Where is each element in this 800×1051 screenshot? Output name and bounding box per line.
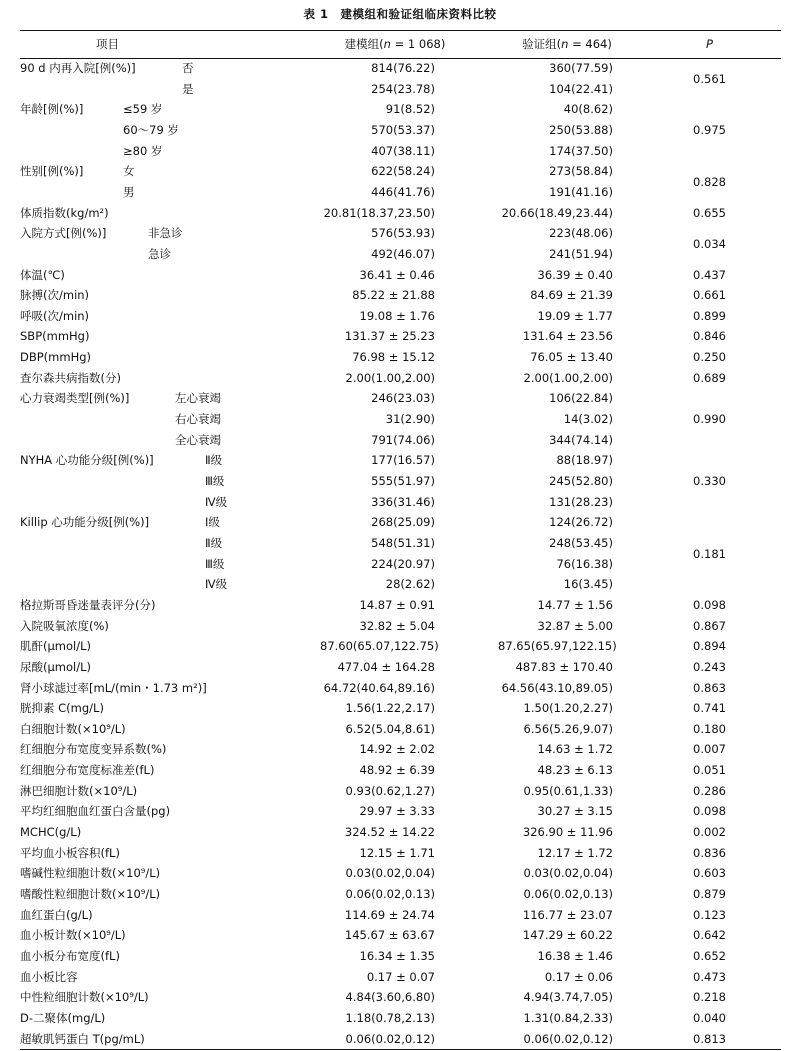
model-group-value: 446(41.76) — [371, 184, 435, 199]
p-value: 0.007 — [693, 742, 726, 757]
row-sub-label: Ⅱ级 — [205, 453, 223, 468]
row-sub-label: 非急诊 — [148, 226, 183, 241]
model-group-value: 791(74.06) — [371, 432, 435, 447]
table-row — [20, 905, 781, 926]
model-group-value: 29.97 ± 3.33 — [359, 804, 435, 819]
p-value: 0.813 — [693, 1031, 726, 1046]
table-row — [20, 801, 781, 822]
validation-group-value: 64.56(43.10,89.05) — [501, 680, 613, 695]
row-sub-label: 右心衰竭 — [175, 412, 221, 427]
merged-p-value: 0.975 — [693, 123, 726, 138]
validation-group-value: 0.06(0.02,0.12) — [523, 1031, 613, 1046]
model-group-value: 576(53.93) — [371, 226, 435, 241]
row-sub-label: 60～79 岁 — [123, 122, 179, 137]
table-row — [20, 471, 781, 492]
validation-group-value: 32.87 ± 5.00 — [537, 618, 613, 633]
model-group-value: 16.34 ± 1.35 — [359, 948, 435, 963]
model-group-value: 19.08 ± 1.76 — [359, 308, 435, 323]
model-group-value: 177(16.57) — [371, 453, 435, 468]
row-item-label: 肌酐(μmol/L) — [20, 639, 92, 654]
merged-p-value: 0.990 — [693, 412, 726, 427]
bottom-rule — [20, 1049, 781, 1050]
validation-group-value: 1.31(0.84,2.33) — [523, 1010, 613, 1025]
validation-group-value: 131(28.23) — [549, 494, 613, 509]
row-item-label: 胱抑素 C(mg/L) — [20, 701, 104, 716]
row-item-label: 血小板分布宽度(fL) — [20, 948, 120, 963]
table-row — [20, 863, 781, 884]
validation-group-value: 14.63 ± 1.72 — [537, 742, 613, 757]
validation-group-value: 84.69 ± 21.39 — [530, 288, 613, 303]
row-sub-label: 急诊 — [148, 246, 171, 261]
validation-group-value: 360(77.59) — [549, 61, 613, 75]
validation-group-value: 116.77 ± 23.07 — [522, 907, 613, 922]
validation-group-value: 16.38 ± 1.46 — [537, 948, 613, 963]
validation-group-value: 106(22.84) — [549, 391, 613, 406]
validation-group-value: 1.50(1.20,2.27) — [523, 701, 613, 716]
table-row — [20, 987, 781, 1008]
table-row — [20, 430, 781, 451]
row-item-label: 尿酸(μmol/L) — [20, 659, 92, 674]
model-group-value: 555(51.97) — [371, 474, 435, 488]
p-value: 0.040 — [693, 1010, 726, 1025]
row-item-label: D-二聚体(mg/L) — [20, 1010, 106, 1025]
merged-p-value: 0.828 — [693, 174, 726, 189]
model-group-value: 12.15 ± 1.71 — [359, 845, 435, 860]
validation-group-value: 174(37.50) — [549, 143, 613, 158]
validation-group-value: 36.39 ± 0.40 — [537, 267, 613, 282]
model-group-value: 14.87 ± 0.91 — [359, 597, 435, 612]
model-group-value: 246(23.03) — [371, 391, 435, 406]
model-group-value: 0.06(0.02,0.13) — [345, 887, 435, 901]
p-value: 0.846 — [693, 329, 726, 344]
validation-group-value: 0.17 ± 0.06 — [544, 969, 613, 984]
model-group-value: 4.84(3.60,6.80) — [345, 990, 435, 1005]
merged-p-value: 0.181 — [693, 546, 726, 561]
table-row — [20, 678, 781, 699]
row-item-label: 红细胞分布宽度变异系数(%) — [20, 742, 167, 757]
model-group-value: 14.92 ± 2.02 — [359, 742, 435, 757]
validation-group-value: 250(53.88) — [549, 122, 613, 137]
row-item-label: 脉搏(次/min) — [20, 288, 90, 303]
table-row — [20, 512, 781, 533]
table-row — [20, 822, 781, 843]
header-validation-group-n: n — [561, 37, 569, 51]
header-model-group-n: n — [383, 37, 391, 51]
validation-group-value: 223(48.06) — [549, 226, 613, 241]
validation-group-value: 20.66(18.49,23.44) — [501, 205, 613, 220]
row-sub-label: 女 — [123, 164, 135, 179]
model-group-value: 336(31.46) — [371, 494, 435, 509]
row-item-label: 肾小球滤过率[mL/(min・1.73 m²)] — [20, 680, 207, 695]
row-item-label: 体温(℃) — [20, 267, 65, 282]
validation-group-value: 248(53.45) — [549, 535, 613, 550]
row-item-label: 平均红细胞血红蛋白含量(pg) — [20, 804, 171, 819]
p-value: 0.098 — [693, 804, 726, 819]
validation-group-value: 48.23 ± 6.13 — [537, 763, 613, 778]
p-value: 0.437 — [693, 267, 726, 282]
model-group-value: 324.52 ± 14.22 — [344, 825, 435, 840]
p-value: 0.894 — [693, 639, 726, 654]
table-row — [20, 616, 781, 637]
p-value: 0.002 — [693, 825, 726, 840]
p-value: 0.642 — [693, 928, 726, 943]
model-group-value: 622(58.24) — [371, 164, 435, 179]
validation-group-value: 273(58.84) — [549, 164, 613, 179]
merged-p-value: 0.034 — [693, 236, 726, 251]
row-item-label: 淋巴细胞计数(×10⁹/L) — [20, 783, 138, 798]
header-model-group-post: = 1 068) — [390, 37, 446, 51]
validation-group-value: 16(3.45) — [563, 577, 613, 592]
table-row — [20, 244, 781, 265]
table-header — [20, 30, 781, 58]
p-value: 0.652 — [693, 948, 726, 963]
model-group-value: 32.82 ± 5.04 — [359, 618, 435, 633]
row-item-label: 入院吸氧浓度(%) — [20, 618, 109, 633]
validation-group-value: 30.27 ± 3.15 — [537, 804, 613, 819]
table-row — [20, 492, 781, 513]
validation-group-value: 487.83 ± 170.40 — [515, 659, 613, 674]
table-row — [20, 223, 781, 244]
row-item-label: DBP(mmHg) — [20, 350, 92, 365]
validation-group-value: 147.29 ± 60.22 — [522, 928, 613, 943]
row-item-label: 90 d 内再入院[例(%)] — [20, 61, 136, 75]
header-validation-group — [492, 30, 642, 58]
table-row — [20, 967, 781, 988]
table-row — [20, 554, 781, 575]
row-item-label: 血小板计数(×10⁹/L) — [20, 928, 126, 943]
row-sub-label: Ⅰ级 — [205, 515, 220, 530]
table-row — [20, 79, 781, 100]
row-item-label: 红细胞分布宽度标准差(fL) — [20, 763, 155, 778]
row-sub-label: 左心衰竭 — [175, 391, 221, 406]
merged-p-value: 0.561 — [693, 71, 726, 86]
row-item-label: 血小板比容 — [20, 969, 78, 984]
row-item-label: 中性粒细胞计数(×10⁹/L) — [20, 990, 149, 1005]
table-row — [20, 595, 781, 616]
table-row — [20, 203, 781, 224]
model-group-value: 224(20.97) — [371, 556, 435, 571]
p-value: 0.473 — [693, 969, 726, 984]
row-sub-label: Ⅲ级 — [205, 556, 225, 571]
validation-group-value: 326.90 ± 11.96 — [522, 825, 613, 840]
p-value: 0.863 — [693, 680, 726, 695]
validation-group-value: 76(16.38) — [556, 556, 613, 571]
row-item-label: 性别[例(%)] — [20, 164, 84, 179]
table-row — [20, 719, 781, 740]
row-item-label: 嗜碱性粒细胞计数(×10⁹/L) — [20, 866, 161, 881]
validation-group-value: 76.05 ± 13.40 — [530, 350, 613, 365]
row-sub-label: ≥80 岁 — [123, 143, 163, 158]
p-value: 0.286 — [693, 783, 726, 798]
table-row — [20, 946, 781, 967]
model-group-value: 492(46.07) — [371, 246, 435, 261]
model-group-value: 76.98 ± 15.12 — [352, 350, 435, 365]
validation-group-value: 0.95(0.61,1.33) — [523, 783, 613, 798]
validation-group-value: 104(22.41) — [549, 81, 613, 96]
p-value: 0.123 — [693, 907, 726, 922]
model-group-value: 31(2.90) — [385, 412, 435, 427]
model-group-value: 2.00(1.00,2.00) — [345, 370, 435, 385]
table-row — [20, 657, 781, 678]
model-group-value: 91(8.52) — [385, 102, 435, 117]
merged-p-value: 0.330 — [693, 474, 726, 489]
table-row — [20, 368, 781, 389]
validation-group-value: 2.00(1.00,2.00) — [523, 370, 613, 385]
row-item-label: 心力衰竭类型[例(%)] — [20, 391, 130, 406]
validation-group-value: 40(8.62) — [563, 102, 613, 117]
table-row — [20, 760, 781, 781]
validation-group-value: 87.65(65.97,122.15) — [498, 639, 617, 654]
p-value: 0.689 — [693, 370, 726, 385]
row-sub-label: ≤59 岁 — [123, 102, 163, 117]
row-item-label: NYHA 心功能分级[例(%)] — [20, 453, 154, 468]
table-row — [20, 99, 781, 120]
header-item: 项目 — [96, 37, 119, 51]
row-item-label: 查尔森共病指数(分) — [20, 370, 121, 385]
row-sub-label: 是 — [182, 81, 194, 96]
validation-group-value: 12.17 ± 1.72 — [537, 845, 613, 860]
p-value: 0.051 — [693, 763, 726, 778]
model-group-value: 64.72(40.64,89.16) — [323, 680, 435, 695]
model-group-value: 36.41 ± 0.46 — [359, 267, 435, 282]
validation-group-value: 14.77 ± 1.56 — [537, 597, 613, 612]
row-item-label: 体质指数(kg/m²) — [20, 205, 109, 220]
model-group-value: 48.92 ± 6.39 — [359, 763, 435, 778]
row-sub-label: Ⅱ级 — [205, 535, 223, 550]
table-row — [20, 781, 781, 802]
validation-group-value: 344(74.14) — [549, 432, 613, 447]
p-value: 0.180 — [693, 721, 726, 736]
row-item-label: Killip 心功能分级[例(%)] — [20, 515, 150, 530]
p-value: 0.603 — [693, 866, 726, 881]
row-sub-label: 否 — [182, 61, 194, 75]
row-sub-label: 全心衰竭 — [175, 432, 221, 447]
p-value: 0.899 — [693, 308, 726, 323]
validation-group-value: 14(3.02) — [563, 412, 613, 427]
validation-group-value: 4.94(3.74,7.05) — [523, 990, 613, 1005]
model-group-value: 814(76.22) — [371, 61, 435, 75]
row-item-label: 入院方式[例(%)] — [20, 226, 107, 241]
table-row — [20, 574, 781, 595]
p-value: 0.098 — [693, 597, 726, 612]
table-row — [20, 161, 781, 182]
model-group-value: 0.03(0.02,0.04) — [345, 866, 435, 881]
row-item-label: 血红蛋白(g/L) — [20, 907, 93, 922]
row-item-label: 格拉斯哥昏迷量表评分(分) — [20, 597, 156, 612]
table-row — [20, 141, 781, 162]
validation-group-value: 245(52.80) — [549, 474, 613, 488]
model-group-value: 28(2.62) — [385, 577, 435, 592]
table-row — [20, 285, 781, 306]
p-value: 0.218 — [693, 990, 726, 1005]
validation-group-value: 241(51.94) — [549, 246, 613, 261]
row-item-label: MCHC(g/L) — [20, 825, 82, 840]
row-sub-label: 男 — [123, 184, 135, 199]
table-row — [20, 636, 781, 657]
model-group-value: 254(23.78) — [371, 81, 435, 96]
model-group-value: 114.69 ± 24.74 — [344, 907, 435, 922]
row-item-label: 年龄[例(%)] — [20, 102, 84, 117]
table-row — [20, 182, 781, 203]
table-row — [20, 925, 781, 946]
row-item-label: 超敏肌钙蛋白 T(pg/mL) — [20, 1031, 145, 1046]
header-p-label: P — [706, 37, 713, 51]
table-row — [20, 306, 781, 327]
row-sub-label: Ⅲ级 — [205, 474, 225, 488]
table-row — [20, 120, 781, 141]
model-group-value: 407(38.11) — [371, 143, 435, 158]
table-row — [20, 1029, 781, 1050]
table-caption: 表 1 建模组和验证组临床资料比较 — [303, 7, 497, 21]
table-row — [20, 58, 781, 79]
table-row — [20, 450, 781, 471]
table-row — [20, 1008, 781, 1029]
validation-group-value: 19.09 ± 1.77 — [537, 308, 613, 323]
p-value: 0.741 — [693, 701, 726, 716]
table-row — [20, 409, 781, 430]
model-group-value: 268(25.09) — [371, 515, 435, 530]
model-group-value: 6.52(5.04,8.61) — [345, 721, 435, 736]
table-row — [20, 388, 781, 409]
table-row — [20, 698, 781, 719]
header-validation-group-pre: 验证组( — [522, 37, 562, 51]
model-group-value: 85.22 ± 21.88 — [352, 288, 435, 303]
validation-group-value: 88(18.97) — [556, 453, 613, 468]
header-validation-group-post: = 464) — [568, 37, 612, 51]
table-row — [20, 347, 781, 368]
header-model-group-pre: 建模组( — [344, 37, 384, 51]
row-item-label: 白细胞计数(×10⁹/L) — [20, 721, 126, 736]
model-group-value: 1.56(1.22,2.17) — [345, 701, 435, 716]
header-model-group — [320, 30, 470, 58]
validation-group-value: 131.64 ± 23.56 — [522, 329, 613, 344]
model-group-value: 145.67 ± 63.67 — [344, 928, 435, 943]
p-value: 0.836 — [693, 845, 726, 860]
row-sub-label: Ⅳ级 — [205, 577, 228, 592]
model-group-value: 20.81(18.37,23.50) — [323, 205, 435, 220]
p-value: 0.243 — [693, 659, 726, 674]
model-group-value: 477.04 ± 164.28 — [337, 659, 435, 674]
table-row — [20, 884, 781, 905]
row-item-label: 呼吸(次/min) — [20, 308, 90, 323]
model-group-value: 87.60(65.07,122.75) — [320, 639, 439, 654]
validation-group-value: 191(41.16) — [549, 184, 613, 199]
row-item-label: 嗜酸性粒细胞计数(×10⁹/L) — [20, 887, 161, 901]
validation-group-value: 6.56(5.26,9.07) — [523, 721, 613, 736]
table-row — [20, 265, 781, 286]
p-value: 0.661 — [693, 288, 726, 303]
row-item-label: 平均血小板容积(fL) — [20, 845, 120, 860]
model-group-value: 131.37 ± 25.23 — [344, 329, 435, 344]
table-row — [20, 533, 781, 554]
table-row — [20, 843, 781, 864]
model-group-value: 0.06(0.02,0.12) — [345, 1031, 435, 1046]
p-value: 0.879 — [693, 887, 726, 901]
p-value: 0.250 — [693, 350, 726, 365]
validation-group-value: 124(26.72) — [549, 515, 613, 530]
model-group-value: 548(51.31) — [371, 535, 435, 550]
table-row — [20, 326, 781, 347]
model-group-value: 0.17 ± 0.07 — [366, 969, 435, 984]
model-group-value: 570(53.37) — [371, 122, 435, 137]
validation-group-value: 0.06(0.02,0.13) — [523, 887, 613, 901]
table-row — [20, 739, 781, 760]
p-value: 0.655 — [693, 205, 726, 220]
header-p — [672, 30, 747, 58]
row-item-label: SBP(mmHg) — [20, 329, 90, 344]
model-group-value: 1.18(0.78,2.13) — [345, 1010, 435, 1025]
row-sub-label: Ⅳ级 — [205, 494, 228, 509]
validation-group-value: 0.03(0.02,0.04) — [523, 866, 613, 881]
model-group-value: 0.93(0.62,1.27) — [345, 783, 435, 798]
p-value: 0.867 — [693, 618, 726, 633]
